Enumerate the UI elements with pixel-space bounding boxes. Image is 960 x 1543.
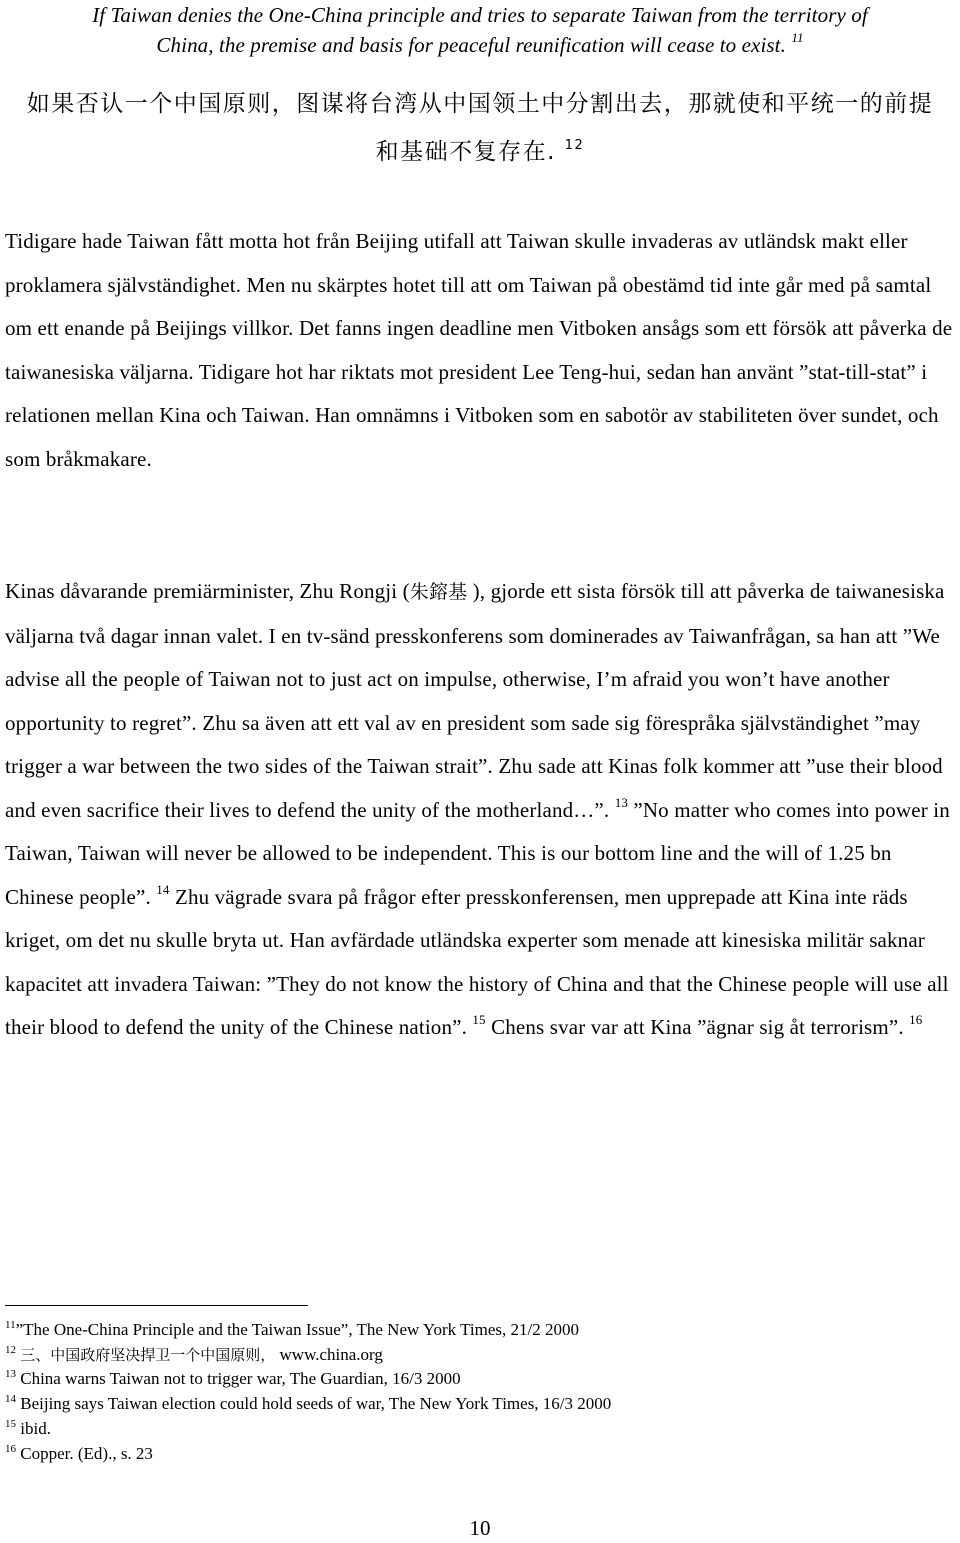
page-number: 10 [469,1516,491,1540]
english-quote-line-2: China, the premise and basis for peaceful reunification will cease to exist. [156,33,786,57]
paragraph-2-part-2: ), gjorde ett sista försök till att påverka de taiwanesiska väljarna två dagar innan valet. I en tv-sänd presskonferens som dominerades av Taiwanfrågan, sa han att ”We advise all the people of Taiwan not to just act on impulse, otherwise, I’m afraid you won’t have another opportunity to regret”. Zhu sa även att ett val av en president som sade sig förespråka självständighet ”may trigger a war between the two sides of the Taiwan strait”. Zhu sade att Kinas folk kommer att ”use their blood and even sacrifice their lives to defend the unity of the motherland…”. [5,579,945,822]
paragraph-2-part-3: ”No matter who comes into power in Taiwan, Taiwan will never be allowed to be independent. This is our bottom line and the will of 1.25 bn Chinese people”. [5,797,950,909]
footnote-14: $^{14}$ Beijing says Taiwan election could hold seeds of war, The New York Times, 16/3 2000 [5,1393,612,1414]
footnote-ref-14[interactable]: 14 [156,881,170,897]
chinese-name: 朱鎔基 [409,581,468,603]
footnote-15: $^{15}$ ibid. [5,1417,51,1438]
footnote-13: $^{13}$ China warns Taiwan not to trigger war, The Guardian, 16/3 2000 [5,1368,461,1389]
footnote-ref-15[interactable]: 15 [472,1012,486,1027]
footnote-11: $^{11}$”The One-China Principle and the Taiwan Issue”, The New York Times, 21/2 2000 [5,1319,579,1339]
chinese-quote [5,80,955,176]
footnote-12-link[interactable]: www.china.org [275,1344,383,1364]
footnote-12: $^{12}$ 三、中国政府坚决捍卫一个中国原则， www.china.org [5,1343,383,1364]
footnote-16: $^{16}$ Copper. (Ed)., s. 23 [5,1442,153,1463]
english-quote [5,0,955,60]
paragraph-1: Tidigare hade Taiwan fått motta hot från Beijing utifall att Taiwan skulle invaderas av utländsk makt eller proklamera självständighet. Men nu skärptes hotet till att om Taiwan på obestämd tid inte går med på samtal om ett enande på Beijings villkor. Det fanns ingen deadline men Vitboken ansågs som ett försök att påverka de taiwanesiska väljarna. Tidigare hot har riktats mot president Lee Teng-hui, sedan han använt ”stat-till-stat” i relationen mellan Kina och Taiwan. Han omnämns i Vitboken som en sabotör av stabiliteten över sundet, och som bråkmakare. [5,229,953,471]
paragraph-2-part-5: Chens svar var att Kina ”ägnar sig åt terrorism”. [485,1015,904,1039]
footnote-ref-13[interactable]: 13 [614,794,628,810]
footnote-ref-12[interactable]: 12 [564,138,585,153]
footnotes [5,1318,955,1466]
paragraph-2 [5,570,955,1050]
paragraph-2-part-4: Zhu vägrade svara på frågor efter presskonferensen, men upprepade att Kina inte räds kriget, om det nu skulle bryta ut. Han avfärdade utländska experter som menade att kinesiska militär saknar kapacitet att invadera Taiwan: ”They do not know the history of China and that the Chinese people will use all their blood to defend the unity of the Chinese nation”. [5,884,949,1039]
chinese-quote-line-2: 和基础不复存在. [375,139,556,165]
footnote-divider [5,1305,308,1306]
paragraph-2-part-1: Kinas dåvarande premiärminister, Zhu Rongji ( [5,579,410,603]
footnote-ref-16[interactable]: 16 [909,1012,923,1027]
footnote-ref-11[interactable]: 11 [791,30,804,45]
chinese-quote-line-1: 如果否认一个中国原则，图谋将台湾从中国领土中分割出去，那就使和平统一的前提 [26,91,934,117]
english-quote-line-1: If Taiwan denies the One-China principle and tries to separate Taiwan from the territory of [92,3,868,27]
